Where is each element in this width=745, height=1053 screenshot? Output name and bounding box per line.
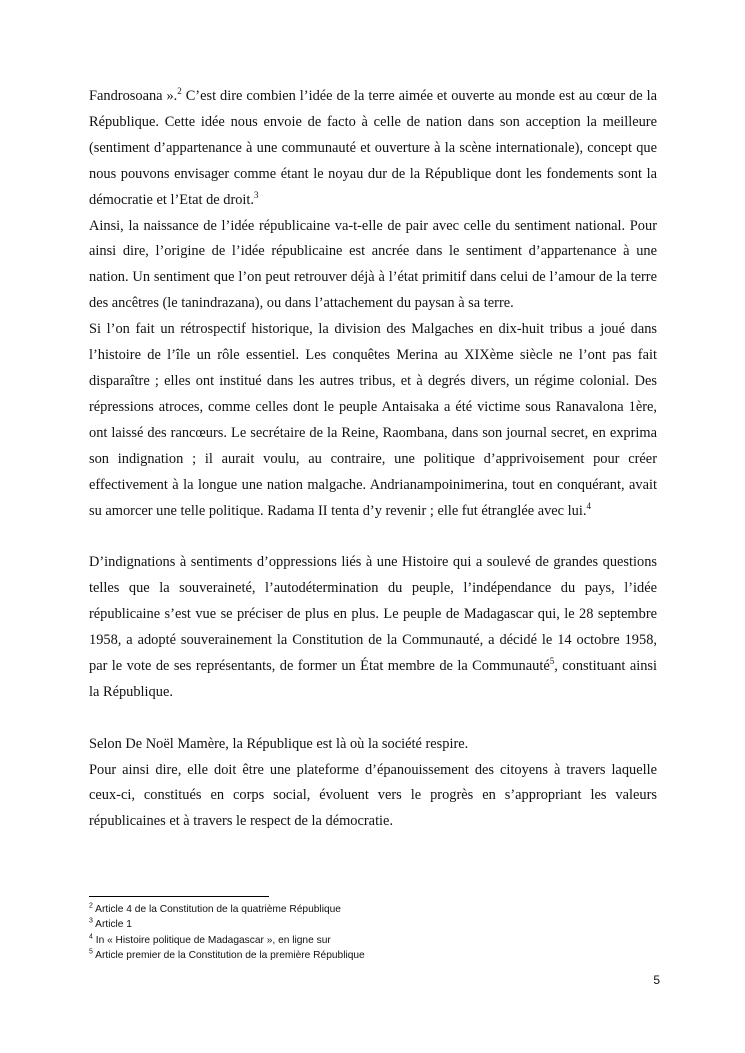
paragraph-5: Selon De Noël Mamère, la République est là où la société respire.	[89, 735, 469, 752]
footnote-number: 4	[89, 933, 93, 941]
footnote-ref-5[interactable]: 5	[549, 656, 555, 667]
paragraph-gap	[89, 524, 657, 550]
paragraph-gap	[89, 706, 657, 732]
footnote-separator	[89, 896, 269, 897]
page-number: 5	[653, 973, 660, 987]
footnote-number: 2	[89, 902, 93, 910]
footnote-number: 5	[89, 948, 93, 956]
paragraph-4	[89, 550, 657, 705]
paragraph-3-text: Si l’on fait un rétrospectif historique, la division des Malgaches en dix-huit tribus a joué dans l’histoire de l’île un rôle essentiel. Les conquêtes Merina au XIXème siècle ne l’ont pas fait disparaître ; elles ont institué dans les autres tribus, et à degrés divers, un régime colonial. Des répressions atroces, comme celles dont le peuple Antaisaka a été victime sous Ranavalona 1ère, ont laissé des rancœurs. Le secrétaire de la Reine, Raombana, dans son journal secret, en exprima son indignation ; il aurait voulu, au contraire, une politique d’apprivoisement pour créer effectivement à la longue une nation malgache. Andrianampoinimerina, tout en conquérant, avait su amorcer une telle politique. Radama II tenta d’y revenir ; elle fut étranglée avec lui.	[89, 321, 657, 519]
footnote-2	[89, 902, 657, 917]
footnote-5	[89, 948, 657, 963]
footnote-ref-2[interactable]: 2	[177, 86, 182, 97]
paragraph-2: Ainsi, la naissance de l’idée républicaine va-t-elle de pair avec celle du sentiment national. Pour ainsi dire, l’origine de l’idée républicaine est ancrée dans le sentiment d’appartenance à une nation. Un sentiment que l’on peut retrouver déjà à l’état primitif dans celui de l’amour de la terre des ancêtres (le tanindrazana), ou dans l’attachement du paysan à sa terre.	[89, 217, 657, 312]
body-text	[89, 84, 657, 835]
footnote-text: Article 1	[92, 919, 132, 931]
paragraph-3	[89, 317, 657, 524]
footnote-4	[89, 933, 657, 948]
paragraph-6: Pour ainsi dire, elle doit être une plateforme d’épanouissement des citoyens à travers laquelle ceux-ci, constitués en corps social, évoluent vers le progrès en s’appropriant les valeurs républicaines et à travers le respect de la démocratie.	[89, 761, 657, 830]
footnote-text: Article 4 de la Constitution de la quatrième République	[92, 904, 341, 915]
paragraph-4-end: , constituant ainsi la République.	[89, 657, 657, 700]
footnote-number: 3	[89, 918, 93, 926]
paragraph-1-rest: C’est dire combien l’idée de la terre aimée et ouverte au monde est au cœur de la République. Cette idée nous envoie de facto à celle de nation dans son acception la meilleure (sentiment d’appartenance à une communauté et ouverture à la scène internationale), concept que nous pouvons envisager comme étant le noyau dur de la République dont les fondements sont la démocratie et l’Etat de droit.	[89, 88, 657, 208]
footnote-3	[89, 917, 657, 932]
footnote-ref-4[interactable]: 4	[586, 500, 591, 511]
footnotes	[89, 902, 657, 964]
footnote-ref-3[interactable]: 3	[254, 189, 259, 200]
footnote-text: Article premier de la Constitution de la première République	[92, 950, 365, 962]
paragraph-1	[89, 84, 657, 214]
paragraph-4-text: D’indignations à sentiments d’oppressions liés à une Histoire qui a soulevé de grandes questions telles que la souveraineté, l’autodétermination du peuple, l’indépendance du pays, l’idée républicaine s’est vue se préciser de plus en plus. Le peuple de Madagascar qui, le 28 septembre 1958, a adopté souverainement la Constitution de la Communauté, a décidé le 14 octobre 1958, par le vote de ses représentants, de former un État membre de la Communauté	[89, 554, 657, 674]
paragraph-1-start: Fandrosoana ».	[89, 88, 178, 104]
footnote-text: In « Histoire politique de Madagascar », en ligne sur	[92, 934, 331, 946]
